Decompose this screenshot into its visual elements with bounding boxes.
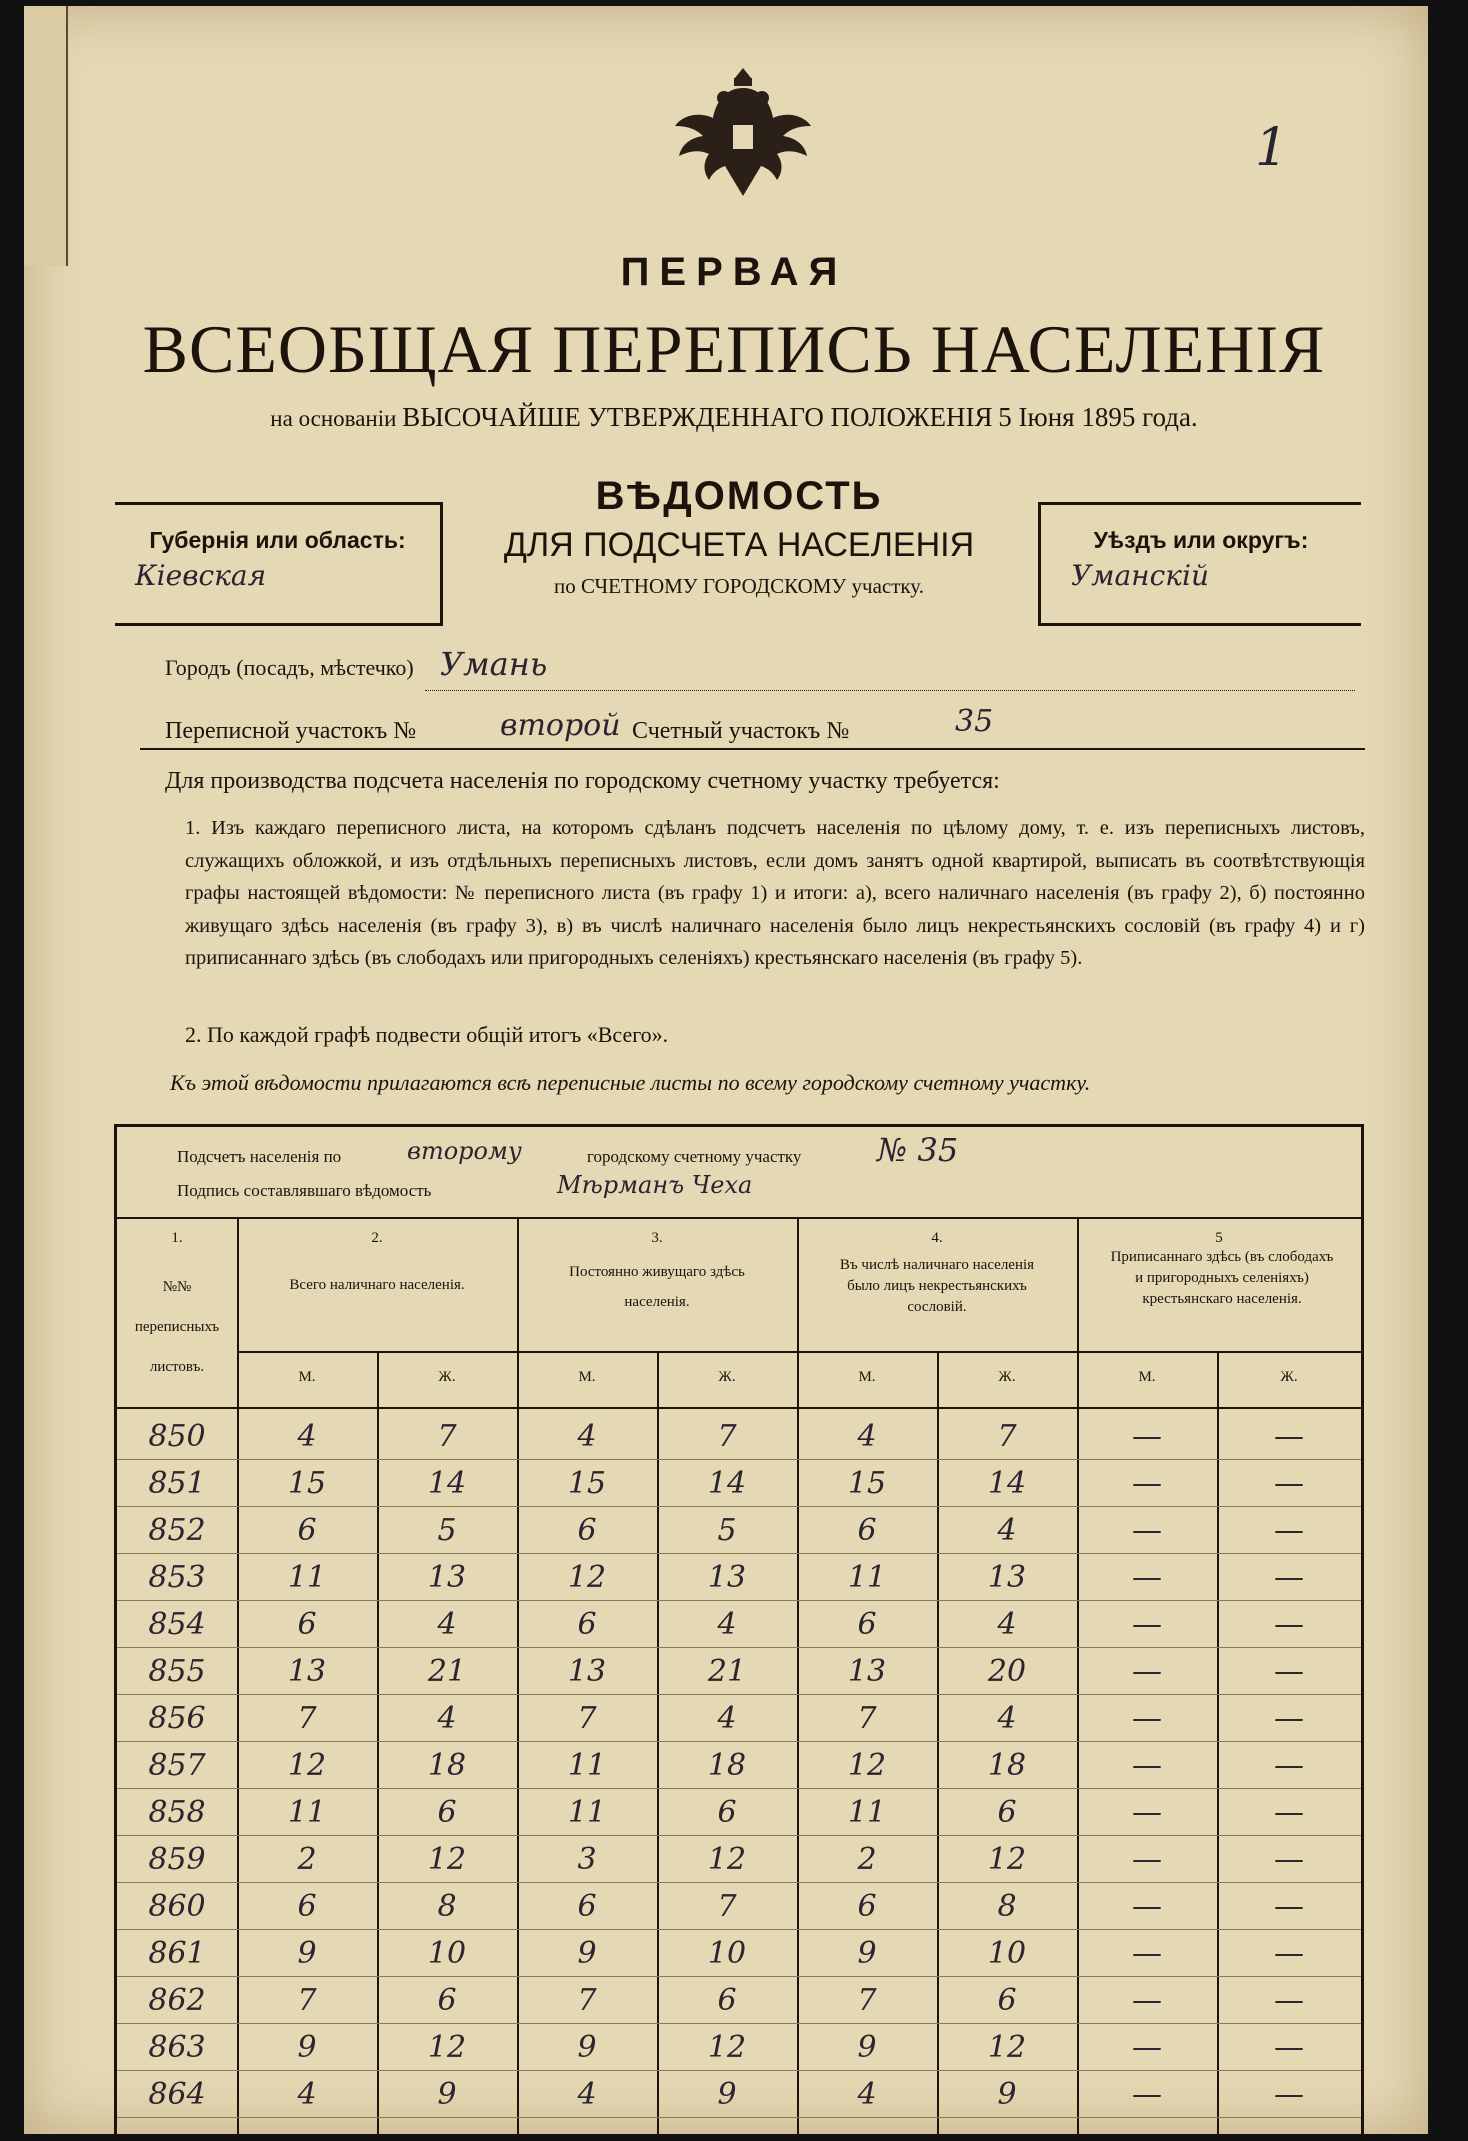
count-cell: 11 (847, 1560, 887, 1595)
sheet-number-cell: 863 (148, 2030, 206, 2065)
count-cell: 11 (287, 1560, 327, 1595)
count-cell: 6 (857, 1889, 877, 1924)
count-cell: — (1274, 1513, 1304, 1548)
count-cell: — (1274, 2077, 1304, 2112)
col-4-header: Въ числѣ наличнаго населенія было лицъ некрестьянскихъ сословій. (839, 1257, 1035, 1315)
count-cell: 6 (577, 1513, 597, 1548)
col-5-number: 5 (1215, 1230, 1223, 1246)
count-cell: 4 (997, 1607, 1017, 1642)
table-row (117, 1558, 1361, 1601)
table-row (117, 1511, 1361, 1554)
count-cell: — (1274, 1701, 1304, 1736)
count-label: Подсчетъ населенія по (177, 1147, 342, 1166)
sub-m-3: М. (578, 1369, 596, 1385)
city-value: Умань (440, 645, 548, 683)
count-cell: 12 (987, 2030, 1027, 2065)
table-row (117, 1840, 1361, 1883)
sub-zh-2: Ж. (438, 1369, 456, 1385)
decree-main: ВЫСОЧАЙШЕ УТВЕРЖДЕННАГО ПОЛОЖЕНІЯ (402, 402, 993, 432)
count-cell: — (1132, 1560, 1162, 1595)
count-cell: 9 (437, 2077, 457, 2112)
sheet-number-cell: 862 (148, 1983, 206, 2018)
count-cell: 6 (857, 1513, 877, 1548)
count-cell: — (1132, 1983, 1162, 2018)
census-area-label: Переписной участокъ № (165, 718, 417, 744)
sub-m-2: М. (298, 1369, 316, 1385)
count-cell: 11 (567, 1748, 607, 1783)
count-value: второму (407, 1137, 522, 1165)
table-row (117, 1652, 1361, 1695)
province-box (115, 502, 443, 626)
table-row (117, 1417, 1361, 1460)
instruction-item-1: 1. Изъ каждаго переписного листа, на которомъ сдѣланъ подсчетъ населенія по цѣлому дому, т. е. изъ переписныхъ листовъ, служащихъ обложкой, и изъ отдѣльныхъ переписныхъ листовъ, если домъ занятъ одной квартирой, выписать въ соотвѣтствующія графы настоящей вѣдомости: № переписного листа (въ графу 1) и итоги: а), всего наличнаго населенія (въ графу 2), б) постоянно живущаго здѣсь населенія (въ графу 3), в) въ числѣ наличнаго населенія было лицъ некрестьянскихъ сословій (въ графу 4) и г) приписаннаго здѣсь (въ слободахъ или пригородныхъ селеніяхъ) крестьянскаго населенія (въ графу 5). (185, 817, 1365, 969)
count-cell: 6 (717, 1795, 737, 1830)
district-value: Уманскій (1071, 559, 1209, 592)
count-cell: — (1274, 1936, 1304, 1971)
count-cell: — (1132, 2077, 1162, 2112)
table-row (117, 2028, 1361, 2071)
count-cell: 9 (577, 1936, 597, 1971)
count-cell: 7 (717, 1889, 737, 1924)
count-cell: — (1132, 1513, 1162, 1548)
count-cell: 4 (717, 1701, 737, 1736)
count-cell: 14 (707, 1466, 747, 1501)
count-cell: 9 (577, 2030, 597, 2065)
col-5-header: Приписаннаго здѣсь (въ слободахъ и пригородныхъ селеніяхъ) крестьянскаго населенія. (1110, 1249, 1334, 1307)
count-cell: — (1274, 1466, 1304, 1501)
province-label: Губернія или область: (149, 527, 406, 553)
count-cell: 4 (577, 1419, 597, 1454)
count-cell: 11 (847, 1795, 887, 1830)
city-label: Городъ (посадъ, мѣстечко) (165, 655, 414, 680)
count-cell: — (1274, 1654, 1304, 1689)
sheet-number-cell: 855 (148, 1654, 206, 1689)
sub-zh-5: Ж. (1280, 1369, 1298, 1385)
count-cell: 6 (297, 1513, 317, 1548)
sheet-number-cell: 854 (148, 1607, 206, 1642)
count-cell: 12 (707, 1842, 747, 1877)
count-cell: 9 (297, 2030, 317, 2065)
count-area-label: Счетный участокъ № (632, 718, 850, 744)
sheet-number-cell: 864 (148, 2077, 206, 2112)
census-area-value: второй (500, 708, 621, 743)
count-cell: 2 (297, 1842, 317, 1877)
sheet-number-cell: 859 (148, 1842, 206, 1877)
province-value: Кіевская (135, 559, 267, 592)
count-cell: — (1132, 2030, 1162, 2065)
count-cell: 12 (847, 1748, 887, 1783)
count-cell: 6 (437, 1795, 457, 1830)
count-cell: 14 (987, 1466, 1027, 1501)
sub-m-4: М. (858, 1369, 876, 1385)
count-cell: 12 (427, 1842, 467, 1877)
count-cell: 4 (857, 1419, 877, 1454)
count-cell: 21 (707, 1654, 747, 1689)
double-headed-eagle-crest (668, 58, 818, 208)
count-cell: — (1132, 1795, 1162, 1830)
count-cell: 7 (857, 1701, 877, 1736)
count-cell: — (1274, 1795, 1304, 1830)
count-cell: 9 (857, 2030, 877, 2065)
count-cell: 5 (717, 1513, 737, 1548)
sub-m-5: М. (1138, 1369, 1156, 1385)
table-row (117, 1746, 1361, 1789)
count-cell: 18 (987, 1748, 1027, 1783)
instructions-intro: Для производства подсчета населенія по городскому счетному участку требуется: (165, 768, 1000, 794)
count-cell: 9 (717, 2077, 737, 2112)
sheet-number-cell: 856 (148, 1701, 206, 1736)
count-cell: 5 (437, 1513, 457, 1548)
sheet-number-cell: 858 (148, 1795, 206, 1830)
count-cell: 6 (997, 1795, 1017, 1830)
count-cell: — (1132, 1607, 1162, 1642)
count-cell: 12 (987, 1842, 1027, 1877)
count-cell: — (1132, 1466, 1162, 1501)
count-cell: 15 (287, 1466, 327, 1501)
district-box (1038, 502, 1361, 626)
count-cell: 3 (577, 1842, 597, 1877)
area-rule (140, 748, 1365, 750)
count-cell: 21 (427, 1654, 467, 1689)
count-cell: 4 (297, 1419, 317, 1454)
count-cell: 12 (427, 2030, 467, 2065)
count-cell: 7 (997, 1419, 1017, 1454)
count-cell: 18 (427, 1748, 467, 1783)
count-suffix: городскому счетному участку (587, 1147, 802, 1166)
sub-zh-4: Ж. (998, 1369, 1016, 1385)
count-cell: 13 (847, 1654, 887, 1689)
count-cell: 12 (707, 2030, 747, 2065)
col-3-number: 3. (651, 1230, 663, 1246)
table-row (117, 2075, 1361, 2118)
sheet-number-cell: 851 (148, 1466, 206, 1501)
sub-zh-3: Ж. (718, 1369, 736, 1385)
count-cell: 14 (427, 1466, 467, 1501)
table-row (117, 1605, 1361, 1648)
decree-date: 5 Іюня 1895 года. (998, 402, 1198, 432)
census-table (114, 1124, 1364, 2137)
count-cell: 10 (707, 1936, 747, 1971)
form-title-line1: ВѢДОМОСТЬ (595, 474, 883, 518)
count-cell: 10 (987, 1936, 1027, 1971)
table-row (117, 1464, 1361, 1507)
count-cell: — (1132, 1701, 1162, 1736)
count-cell: 6 (437, 1983, 457, 2018)
sheet-number-cell: 860 (148, 1889, 206, 1924)
table-row (117, 1981, 1361, 2024)
count-cell: 6 (717, 1983, 737, 2018)
col-2-number: 2. (371, 1230, 383, 1246)
col-1-header: №№ переписныхъ листовъ. (134, 1279, 220, 1375)
sheet-number-cell: 853 (148, 1560, 206, 1595)
count-cell: 13 (707, 1560, 747, 1595)
count-cell: — (1132, 1842, 1162, 1877)
district-label: Уѣздъ или округъ: (1093, 527, 1309, 553)
table-row (117, 1887, 1361, 1930)
count-cell: 7 (297, 1983, 317, 2018)
col-3-header: Постоянно живущаго здѣсь населенія. (569, 1264, 745, 1310)
count-cell: 4 (857, 2077, 877, 2112)
instructions-note: Къ этой вѣдомости прилагаются всѣ переписные листы по всему городскому счетному участку. (170, 1070, 1091, 1095)
count-cell: 13 (987, 1560, 1027, 1595)
count-cell: 15 (567, 1466, 607, 1501)
count-cell: 20 (987, 1654, 1027, 1689)
title-decree (0, 402, 1468, 433)
count-cell: 6 (857, 1607, 877, 1642)
count-area-value: 35 (955, 704, 994, 739)
count-cell: 6 (577, 1607, 597, 1642)
count-cell: 11 (287, 1795, 327, 1830)
count-cell: 9 (857, 1936, 877, 1971)
count-cell: 4 (717, 1607, 737, 1642)
count-cell: — (1274, 1748, 1304, 1783)
count-cell: 4 (437, 1701, 457, 1736)
count-cell: — (1132, 1748, 1162, 1783)
count-cell: — (1274, 1983, 1304, 2018)
col-1-number: 1. (171, 1230, 183, 1246)
count-cell: 6 (297, 1607, 317, 1642)
count-cell: 12 (287, 1748, 327, 1783)
count-no: № 35 (877, 1131, 959, 1169)
form-title-line3: по СЧЕТНОМУ ГОРОДСКОМУ участку. (554, 574, 924, 598)
count-cell: — (1132, 1419, 1162, 1454)
sheet-number-cell: 857 (148, 1748, 206, 1783)
count-cell: 8 (437, 1889, 457, 1924)
count-cell: 9 (297, 1936, 317, 1971)
count-cell: 9 (997, 2077, 1017, 2112)
count-cell: 4 (997, 1701, 1017, 1736)
table-header-strip (117, 1127, 1361, 1219)
table-row (117, 1793, 1361, 1836)
count-cell: — (1274, 1419, 1304, 1454)
count-cell: 7 (577, 1983, 597, 2018)
count-cell: 6 (577, 1889, 597, 1924)
signer-value: Мѣрманъ Чеха (557, 1171, 753, 1199)
count-cell: 7 (437, 1419, 457, 1454)
count-cell: 4 (577, 2077, 597, 2112)
count-cell: — (1274, 1889, 1304, 1924)
count-cell: — (1132, 1889, 1162, 1924)
title-census: ВСЕОБЩАЯ ПЕРЕПИСЬ НАСЕЛЕНІЯ (142, 311, 1326, 387)
count-cell: 4 (297, 2077, 317, 2112)
count-cell: 7 (577, 1701, 597, 1736)
col-2-header: Всего наличнаго населенія. (289, 1277, 465, 1293)
count-cell: 4 (437, 1607, 457, 1642)
bound-edge (24, 6, 68, 266)
count-cell: 11 (567, 1795, 607, 1830)
sheet-number-cell: 852 (148, 1513, 206, 1548)
instruction-item-2: 2. По каждой графѣ подвести общій итогъ «Всего». (185, 1022, 669, 1047)
count-cell: 15 (847, 1466, 887, 1501)
table-row (117, 1934, 1361, 1977)
signer-label: Подпись составлявшаго вѣдомость (177, 1181, 432, 1200)
col-4-number: 4. (931, 1230, 943, 1246)
count-cell: 10 (427, 1936, 467, 1971)
count-cell: — (1274, 1560, 1304, 1595)
count-cell: 7 (717, 1419, 737, 1454)
count-cell: 7 (857, 1983, 877, 2018)
count-cell: 8 (997, 1889, 1017, 1924)
sheet-number-cell: 850 (148, 1419, 206, 1454)
city-rule (425, 690, 1355, 691)
table-row (117, 1699, 1361, 1742)
count-cell: 18 (707, 1748, 747, 1783)
count-cell: — (1132, 1936, 1162, 1971)
count-cell: 6 (997, 1983, 1017, 2018)
count-cell: 13 (567, 1654, 607, 1689)
count-cell: 13 (287, 1654, 327, 1689)
page-number: 1 (1255, 118, 1289, 178)
count-cell: — (1274, 1607, 1304, 1642)
count-cell: 7 (297, 1701, 317, 1736)
form-title-line2: ДЛЯ ПОДСЧЕТА НАСЕЛЕНІЯ (503, 526, 975, 564)
sheet-number-cell: 861 (148, 1936, 206, 1971)
count-cell: — (1274, 2030, 1304, 2065)
count-cell: 6 (297, 1889, 317, 1924)
count-cell: 12 (567, 1560, 607, 1595)
count-cell: — (1132, 1654, 1162, 1689)
count-cell: 4 (997, 1513, 1017, 1548)
count-cell: 2 (857, 1842, 877, 1877)
count-cell: 13 (427, 1560, 467, 1595)
decree-prefix: на основаніи (270, 406, 397, 431)
count-cell: — (1274, 1842, 1304, 1877)
title-first: ПЕРВАЯ (620, 250, 848, 294)
